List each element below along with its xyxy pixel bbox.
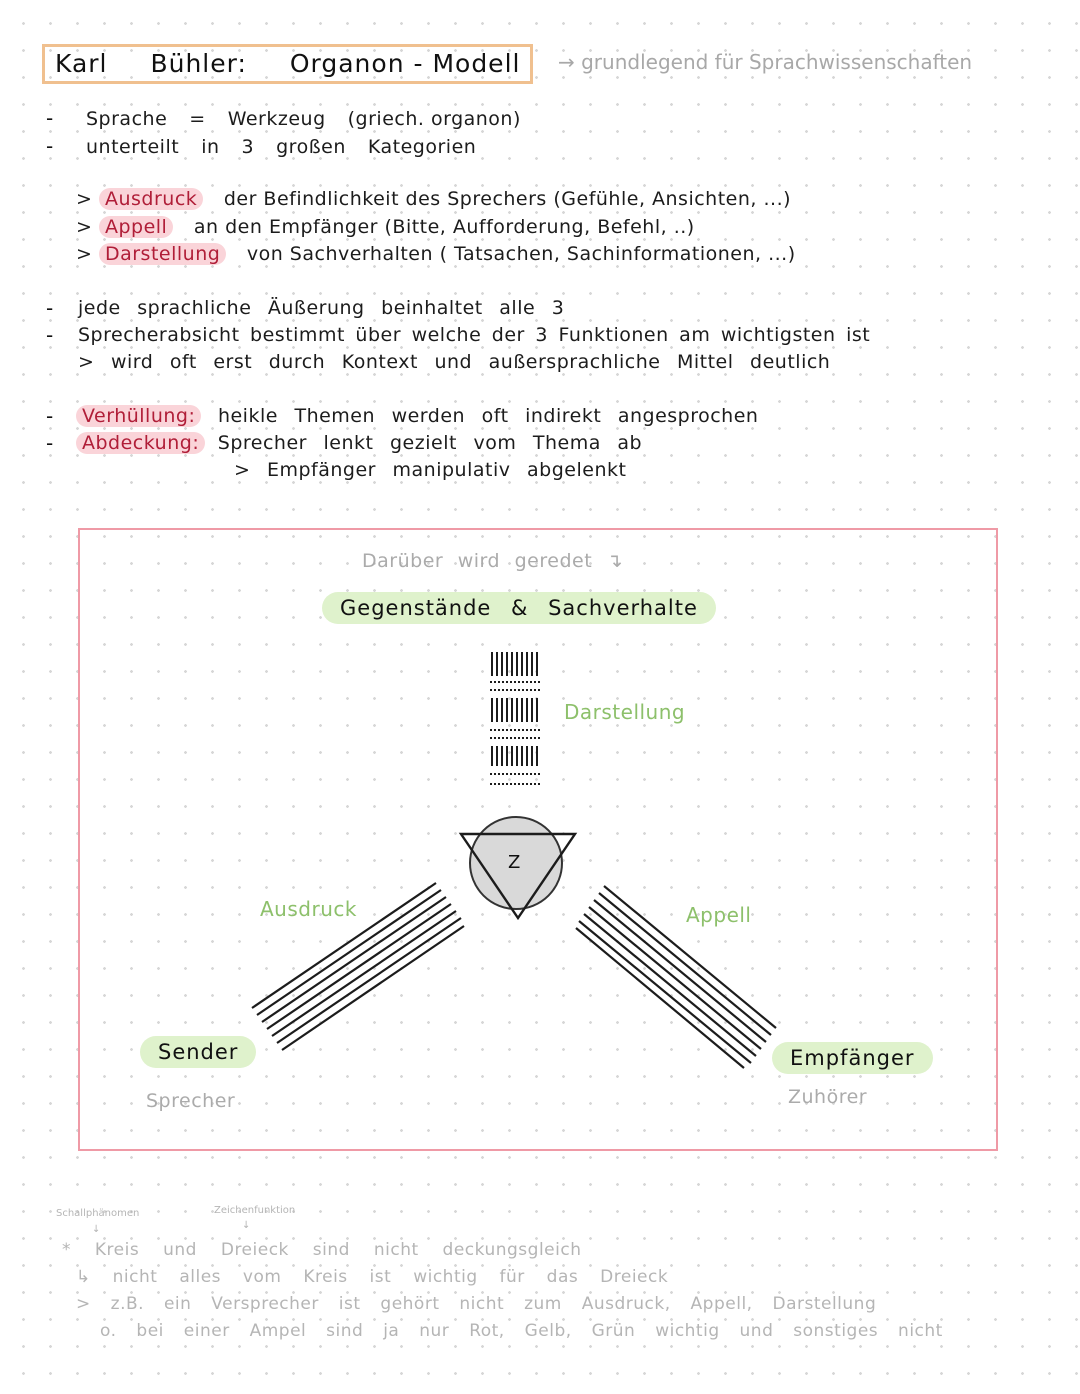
arrow-down-icon: ↓: [92, 1224, 101, 1235]
bullet-dash: -: [46, 106, 54, 130]
label-sprecher: Sprecher: [146, 1090, 236, 1112]
footer-line-2: ↳ nicht alles vom Kreis ist wichtig für das Dreieck: [76, 1267, 669, 1287]
term-darstellung: Darstellung: [99, 243, 226, 265]
title-model: Organon - Modell: [289, 49, 521, 78]
footer-tiny-zeichenfunktion: Zeichenfunktion: [214, 1205, 296, 1216]
label-ausdruck: Ausdruck: [260, 897, 357, 921]
term-abdeckung-sub: > Empfänger manipulativ abgelenkt: [234, 459, 627, 481]
darstellung-dotted: [490, 682, 540, 784]
title-note: → grundlegend für Sprachwissenschaften: [558, 50, 973, 74]
label-appell: Appell: [686, 903, 752, 927]
function-darstellung: > Darstellung von Sachverhalten ( Tatsachen, Sachinformationen, ...): [76, 243, 796, 265]
bullet-dash: -: [46, 296, 54, 320]
label-darstellung: Darstellung: [564, 700, 686, 724]
intro-line-1: Sprache = Werkzeug (griech. organon): [86, 108, 521, 130]
term-verhuellung-line: Verhüllung: heikle Themen werden oft indirekt angesprochen: [76, 405, 758, 427]
darstellung-hatching: [492, 652, 537, 766]
term-abdeckung: Abdeckung:: [76, 432, 205, 454]
term-verhuellung: Verhüllung:: [76, 405, 201, 427]
bullet-dash: -: [46, 431, 54, 455]
fact-line-2: Sprecherabsicht bestimmt über welche der 3 Funktionen am wichtigsten ist: [78, 324, 871, 346]
term-abdeckung-line: Abdeckung: Sprecher lenkt gezielt vom Thema ab: [76, 432, 642, 454]
bullet-dash: -: [46, 404, 54, 428]
fact-line-3: > wird oft erst durch Kontext und außersprachliche Mittel deutlich: [78, 351, 831, 373]
title-author: Karl: [55, 49, 108, 78]
footer-line-4: o. bei einer Ampel sind ja nur Rot, Gelb, Grün wichtig und sonstiges nicht: [100, 1321, 943, 1341]
label-gegenstaende: Gegenstände & Sachverhalte: [322, 592, 716, 624]
diagram-top-note: Darüber wird geredet ↴: [362, 550, 624, 572]
arrow-down-icon: ↓: [242, 1220, 251, 1231]
title-surname: Bühler:: [150, 49, 247, 78]
label-center-z: Z: [508, 852, 521, 873]
function-appell: > Appell an den Empfänger (Bitte, Aufforderung, Befehl, ..): [76, 216, 695, 238]
footer-tiny-schallphaenomen: Schallphänomen: [56, 1208, 140, 1219]
intro-line-2: unterteilt in 3 großen Kategorien: [86, 136, 477, 158]
fact-line-1: jede sprachliche Äußerung beinhaltet alle 3: [78, 297, 565, 319]
term-ausdruck: Ausdruck: [99, 188, 203, 210]
term-appell: Appell: [99, 216, 173, 238]
bullet-dash: -: [46, 134, 54, 158]
function-ausdruck: > Ausdruck der Befindlichkeit des Sprechers (Gefühle, Ansichten, ...): [76, 188, 792, 210]
footer-line-3: > z.B. ein Versprecher ist gehört nicht zum Ausdruck, Appell, Darstellung: [76, 1294, 877, 1314]
bullet-dash: -: [46, 323, 54, 347]
label-sender: Sender: [140, 1036, 256, 1068]
label-zuhoerer: Zuhörer: [788, 1086, 868, 1108]
footer-line-1: * Kreis und Dreieck sind nicht deckungsgleich: [62, 1240, 582, 1260]
label-empfaenger: Empfänger: [772, 1042, 933, 1074]
